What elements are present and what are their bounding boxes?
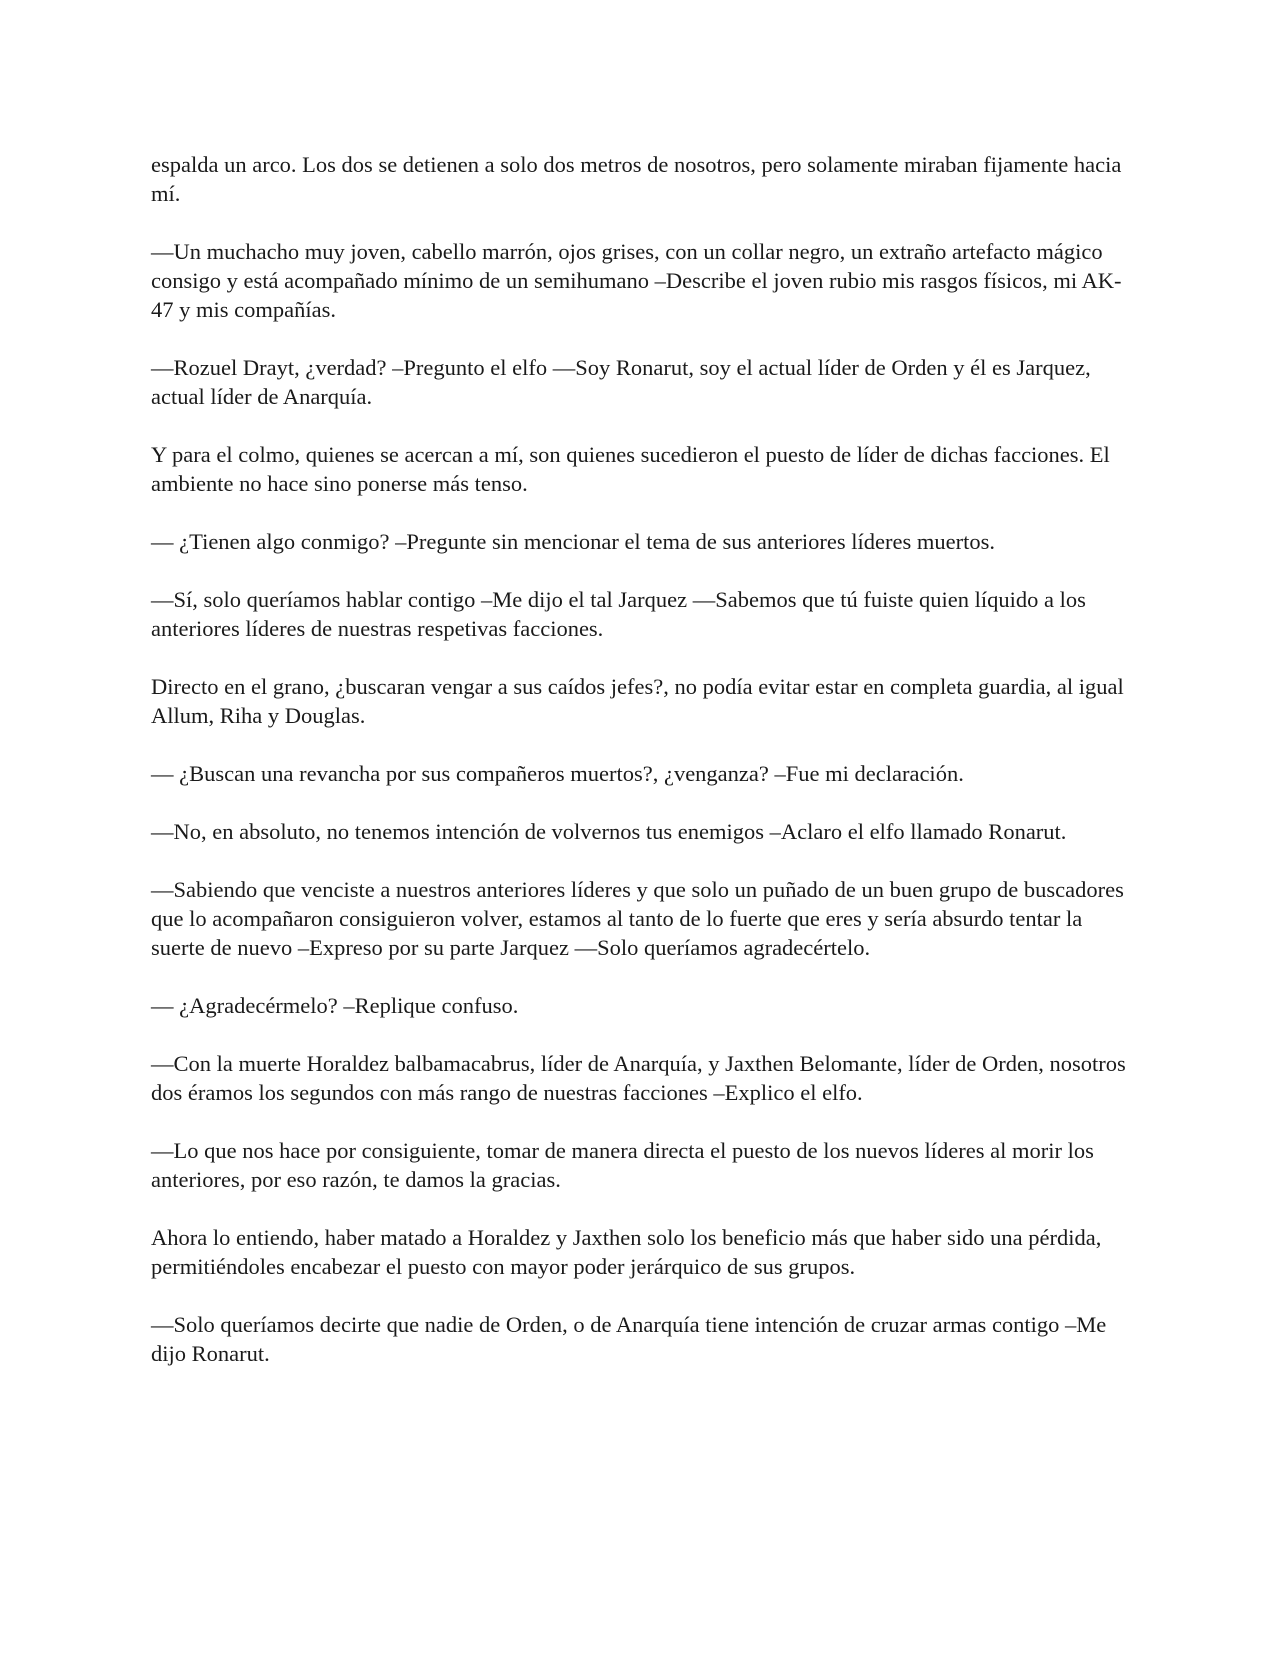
paragraph: —Sabiendo que venciste a nuestros anteriores líderes y que solo un puñado de un buen grupo de buscadores que lo acompañaron consiguieron volver, estamos al tanto de lo fuerte que eres y sería absurdo tentar la suerte de nuevo –Expreso por su parte Jarquez —Solo queríamos agradecértelo. xyxy=(151,877,1124,960)
paragraph: —Lo que nos hace por consiguiente, tomar de manera directa el puesto de los nuevos líderes al morir los anteriores, por eso razón, te damos la gracias. xyxy=(151,1138,1094,1192)
paragraph: — ¿Agradecérmelo? –Replique confuso. xyxy=(151,993,519,1018)
paragraph: —No, en absoluto, no tenemos intención de volvernos tus enemigos –Aclaro el elfo llamado Ronarut. xyxy=(151,819,1067,844)
paragraph: — ¿Tienen algo conmigo? –Pregunte sin mencionar el tema de sus anteriores líderes muertos. xyxy=(151,529,995,554)
body-text xyxy=(151,150,1131,1397)
paragraph: espalda un arco. Los dos se detienen a solo dos metros de nosotros, pero solamente miraban fijamente hacia mí. xyxy=(151,152,1122,206)
paragraph: Directo en el grano, ¿buscaran vengar a sus caídos jefes?, no podía evitar estar en completa guardia, al igual Allum, Riha y Douglas. xyxy=(151,674,1124,728)
paragraph: Y para el colmo, quienes se acercan a mí, son quienes sucedieron el puesto de líder de dichas facciones. El ambiente no hace sino ponerse más tenso. xyxy=(151,442,1110,496)
paragraph: —Con la muerte Horaldez balbamacabrus, líder de Anarquía, y Jaxthen Belomante, líder de Orden, nosotros dos éramos los segundos con más rango de nuestras facciones –Explico el elfo. xyxy=(151,1051,1126,1105)
paragraph: —Un muchacho muy joven, cabello marrón, ojos grises, con un collar negro, un extraño artefacto mágico consigo y está acompañado mínimo de un semihumano –Describe el joven rubio mis rasgos físicos, mi AK-47 y mis compañías. xyxy=(151,239,1122,322)
paragraph: Ahora lo entiendo, haber matado a Horaldez y Jaxthen solo los beneficio más que haber sido una pérdida, permitiéndoles encabezar el puesto con mayor poder jerárquico de sus grupos. xyxy=(151,1225,1102,1279)
paragraph: —Sí, solo queríamos hablar contigo –Me dijo el tal Jarquez —Sabemos que tú fuiste quien líquido a los anteriores líderes de nuestras respetivas facciones. xyxy=(151,587,1086,641)
paragraph: —Solo queríamos decirte que nadie de Orden, o de Anarquía tiene intención de cruzar armas contigo –Me dijo Ronarut. xyxy=(151,1312,1107,1366)
paragraph: — ¿Buscan una revancha por sus compañeros muertos?, ¿venganza? –Fue mi declaración. xyxy=(151,761,964,786)
paragraph: —Rozuel Drayt, ¿verdad? –Pregunto el elfo —Soy Ronarut, soy el actual líder de Orden y él es Jarquez, actual líder de Anarquía. xyxy=(151,355,1091,409)
